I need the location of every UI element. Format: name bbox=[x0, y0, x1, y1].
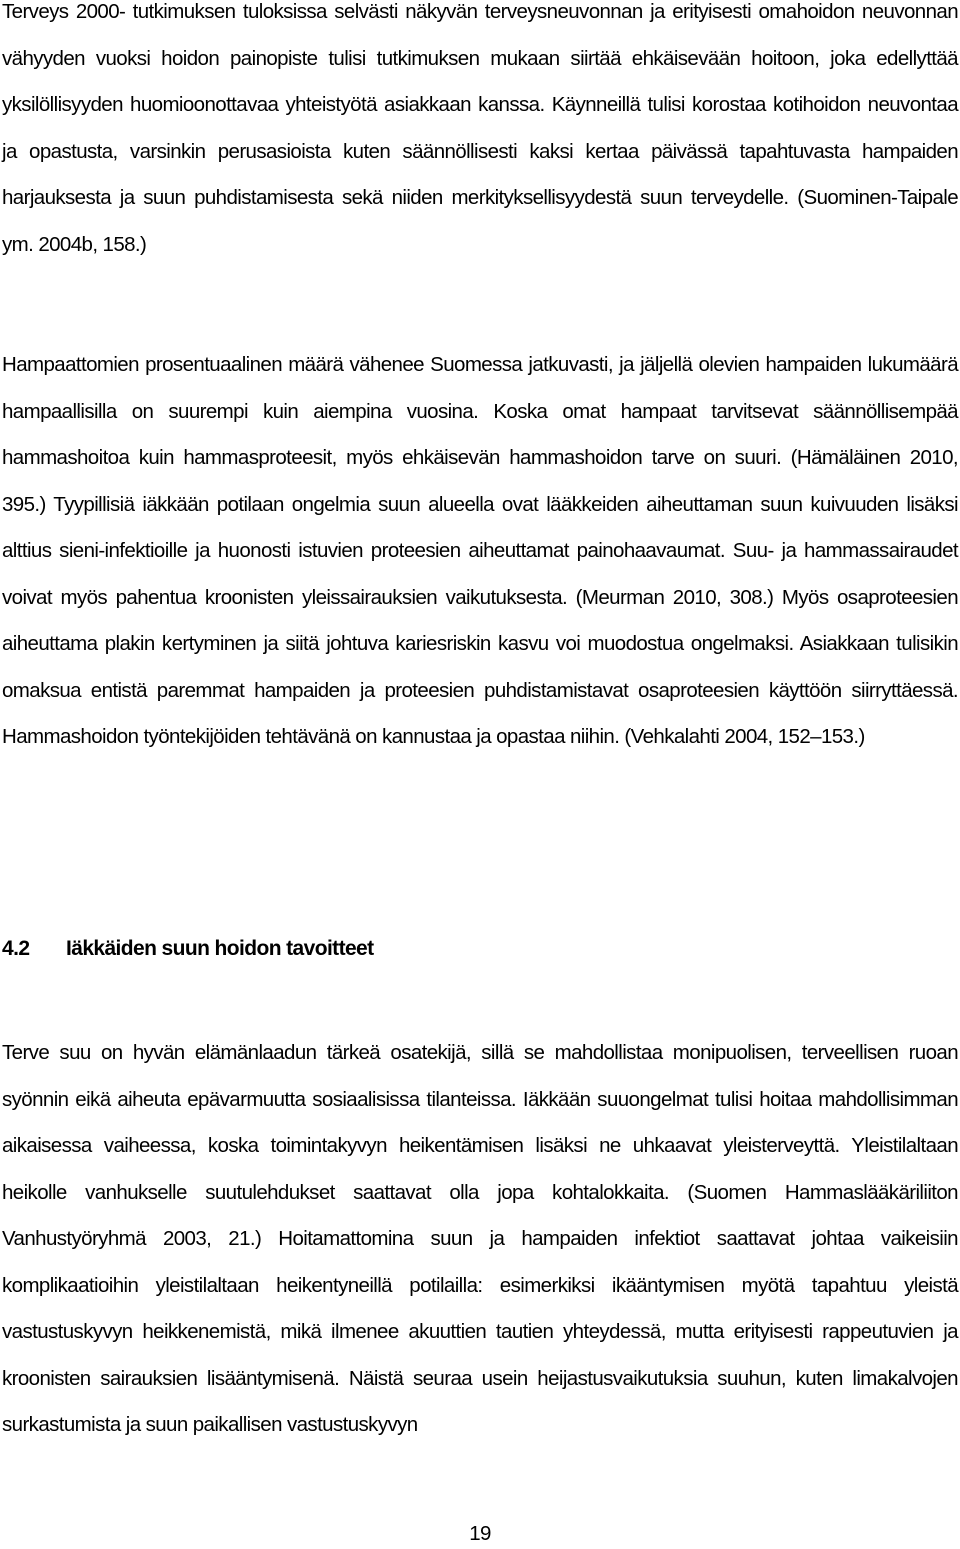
page-number: 19 bbox=[469, 1522, 491, 1545]
section-title: Iäkkäiden suun hoidon tavoitteet bbox=[66, 937, 374, 960]
body-paragraph: Terveys 2000- tutkimuksen tuloksissa selvästi näkyvän terveysneuvonnan ja erityisesti omahoidon neuvonnan vähyyden vuoksi hoidon painopiste tulisi tutkimuksen mukaan siirtää ehkäisevään hoitoon, joka edellyttää yksilöllisyyden huomioonottavaa yhteistyötä asiakkaan kanssa. Käynneillä tulisi korostaa kotihoidon neuvontaa ja opastusta, varsinkin perusasioista kuten säännöllisesti kaksi kertaa päivässä tapahtuvasta hampaiden harjauksesta ja suun puhdistamisesta sekä niiden merkityksellisyydestä suun terveydelle. (Suominen-Taipale ym. 2004b, 158.) bbox=[2, 0, 958, 256]
body-paragraph: Hampaattomien prosentuaalinen määrä vähenee Suomessa jatkuvasti, ja jäljellä olevien hampaiden lukumäärä hampaallisilla on suurempi kuin aiempina vuosina. Koska omat hampaat tarvitsevat säännöllisempää hammashoitoa kuin hammasproteesit, myös ehkäisevän hammashoidon tarve on suuri. (Hämäläinen 2010, 395.) Tyypillisiä iäkkään potilaan ongelmia suun alueella ovat lääkkeiden aiheuttaman suun kuivuuden lisäksi alttius sieni-infektioille ja huonosti istuvien proteesien aiheuttamat painohaavaumat. Suu- ja hammassairaudet voivat myös pahentua kroonisten yleissairauksien vaikutuksesta. (Meurman 2010, 308.) Myös osaproteesien aiheuttama plakin kertyminen ja siitä johtuva kariesriskin kasvu voi muodostua ongelmaksi. Asiakkaan tulisikin omaksua entistä paremmat hampaiden ja proteesien puhdistamistavat osaproteesien käyttöön siirryttäessä. Hammashoidon työntekijöiden tehtävänä on kannustaa ja opastaa niihin. (Vehkalahti 2004, 152–153.) bbox=[2, 353, 958, 748]
section-heading bbox=[2, 932, 374, 966]
body-paragraph: Terve suu on hyvän elämänlaadun tärkeä osatekijä, sillä se mahdollistaa monipuolisen, terveellisen ruoan syönnin eikä aiheuta epävarmuutta sosiaalisissa tilanteissa. Iäkkään suuongelmat tulisi hoitaa mahdollisimman aikaisessa vaiheessa, koska toimintakyvyn heikentämisen lisäksi ne uhkaavat yleisterveyttä. Yleistilaltaan heikolle vanhukselle suutulehdukset saattavat olla jopa kohtalokkaita. (Suomen Hammaslääkäriliiton Vanhustyöryhmä 2003, 21.) Hoitamattomina suun ja hampaiden infektiot saattavat johtaa vaikeisiin komplikaatioihin yleistilaltaan heikentyneillä potilailla: esimerkiksi ikääntymisen myötä tapahtuu yleistä vastustuskyvyn heikkenemistä, mikä ilmenee akuuttien tautien yhteydessä, mutta erityisesti rappeutuvien ja kroonisten sairauksien lisääntymisenä. Näistä seuraa usein heijastusvaikutuksia suuhun, kuten limakalvojen surkastumista ja suun paikallisen vastustuskyvyn bbox=[2, 1041, 958, 1436]
section-number: 4.2 bbox=[2, 937, 30, 960]
